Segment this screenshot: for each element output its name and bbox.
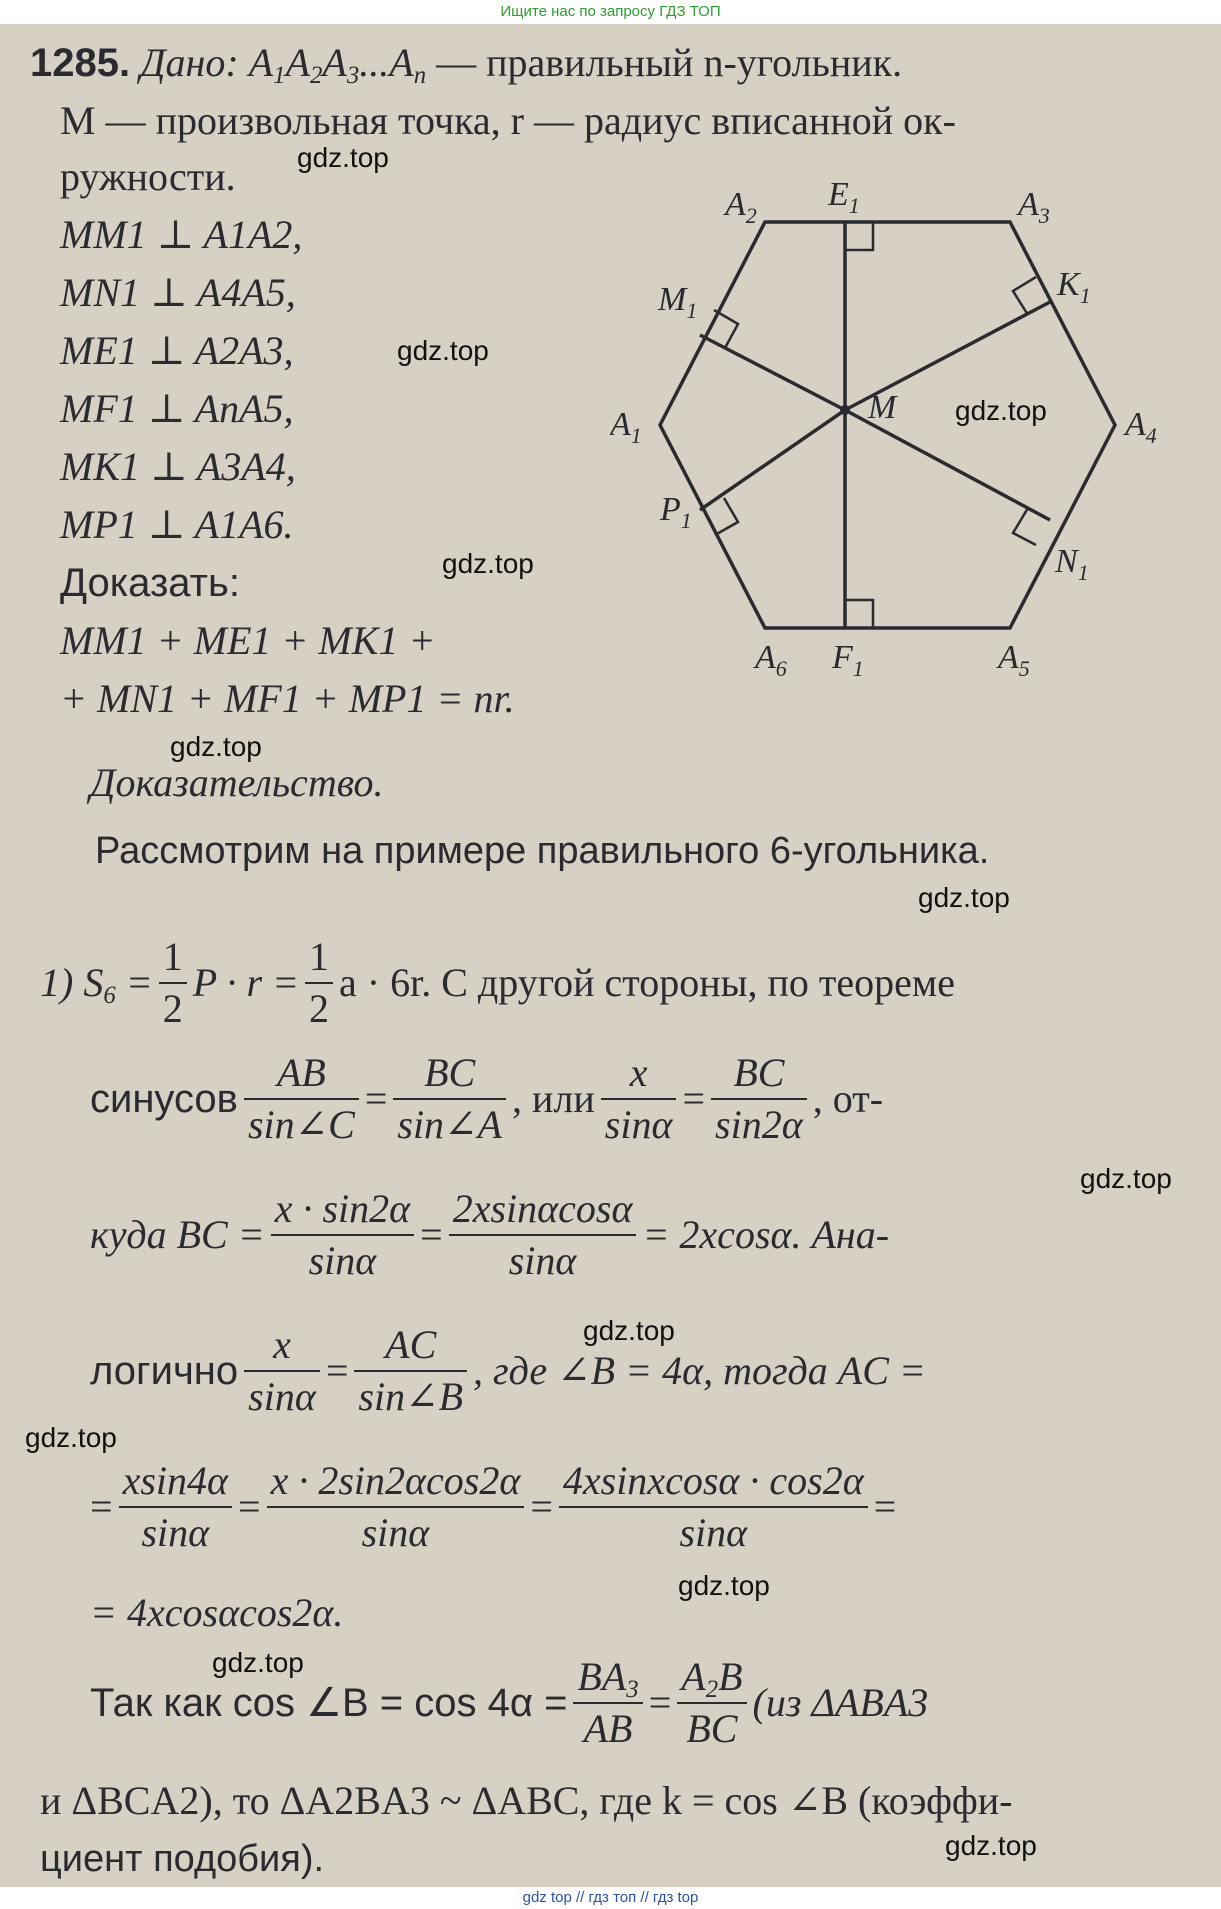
perp-item: MK1 ⊥ A3A4, bbox=[60, 444, 296, 489]
kuda: куда BC = bbox=[90, 1212, 265, 1257]
frac-x-sinalpha: $\frac{x}{\sin\alpha}$ bbox=[601, 1048, 677, 1150]
tak-kak: Так как cos ∠B = cos 4α = bbox=[90, 1681, 568, 1725]
given-text: — правильный n-угольник. bbox=[436, 40, 903, 85]
watermark: gdz.top bbox=[1080, 1163, 1172, 1194]
vertex-label-a2: $A_2$ bbox=[725, 186, 757, 228]
frac-bc-sin2a: $\frac{BC}{\sin 2\alpha}$ bbox=[711, 1048, 807, 1150]
frac-ba3-ab: $\frac{BA_3}{AB}$ bbox=[573, 1652, 642, 1754]
polygon-name: $A_1A_2A_3...A_n$ bbox=[248, 40, 427, 89]
equals: = bbox=[530, 1484, 553, 1529]
perp-item: MM1 ⊥ A1A2, bbox=[60, 212, 303, 257]
equals: = bbox=[648, 1680, 672, 1725]
foot-label-m1: $M_1$ bbox=[658, 281, 698, 323]
given-line-3: ружности. bbox=[60, 154, 236, 199]
frac-xsin2a: $\frac{x \cdot \sin 2\alpha}{\sin\alpha}$ bbox=[271, 1184, 414, 1286]
watermark: gdz.top bbox=[678, 1570, 770, 1601]
ac-expansion-line bbox=[90, 1452, 896, 1562]
perp-segment bbox=[700, 335, 845, 410]
kuda-end: = 2xcosα. Ана- bbox=[642, 1212, 890, 1257]
frac-ab-sinc: $\frac{AB}{\sin\angle C}$ bbox=[244, 1048, 359, 1150]
ot: , от- bbox=[812, 1076, 884, 1121]
bc-derivation-line bbox=[90, 1180, 889, 1290]
watermark: gdz.top bbox=[945, 1830, 1037, 1861]
frac-xsin4a: $\frac{xsin4\alpha}{\sin\alpha}$ bbox=[119, 1456, 232, 1558]
proof-step-1 bbox=[40, 928, 955, 1038]
frac-x2sin: $\frac{x \cdot 2\sin 2\alpha\cos 2\alpha}{\sin\alpha}$ bbox=[267, 1456, 525, 1558]
vertex-label-a3: $A_3$ bbox=[1018, 186, 1050, 228]
equals: = bbox=[238, 1484, 261, 1529]
area-formula: 1) $S_6$ = bbox=[40, 960, 153, 1009]
foot-label-k1: $K_1$ bbox=[1057, 266, 1091, 308]
step1-mid: P · r = bbox=[192, 960, 300, 1005]
foot-label-n1: $N_1$ bbox=[1055, 543, 1089, 585]
ili: , или bbox=[512, 1076, 595, 1121]
watermark: gdz.top bbox=[297, 142, 389, 173]
step1-end: a · 6r. С другой стороны, по теореме bbox=[339, 960, 955, 1005]
proof-heading: Доказательство. bbox=[90, 760, 384, 805]
problem-number: 1285. bbox=[30, 41, 131, 85]
given-line-2: M — произвольная точка, r — радиус вписанной ок- bbox=[60, 98, 956, 143]
logichno: логично bbox=[90, 1349, 239, 1393]
perp-item: MF1 ⊥ AnA5, bbox=[60, 386, 294, 431]
foot-label-e1: $E_1$ bbox=[828, 180, 860, 218]
foot-label-f1: $F_1$ bbox=[832, 639, 864, 680]
foot-label-p1: $P_1$ bbox=[660, 491, 692, 533]
vertex-label-a4: $A_4$ bbox=[1125, 406, 1157, 448]
frac-2xsin: $\frac{2xsin\alpha\cos\alpha}{\sin\alpha}$ bbox=[449, 1184, 637, 1286]
prove-line-1: MM1 + ME1 + MK1 + bbox=[60, 618, 436, 663]
gde: , где ∠B = 4α, тогда AC = bbox=[473, 1348, 926, 1393]
equals: = bbox=[420, 1212, 443, 1257]
ac-derivation-line bbox=[90, 1316, 926, 1426]
perp-segment bbox=[700, 410, 845, 510]
proof-intro: Рассмотрим на примере правильного 6-угольника. bbox=[95, 830, 990, 872]
frac-4xsin: $\frac{\text{4xsinxcosα · cos2α}}{\sin\alpha}$ bbox=[559, 1456, 868, 1558]
half-fraction: $\frac{1}{2}$ bbox=[159, 932, 187, 1034]
frac-bc-sina: $\frac{BC}{\sin\angle A}$ bbox=[393, 1048, 506, 1150]
half-fraction: $\frac{1}{2}$ bbox=[305, 932, 333, 1034]
perp-item: ME1 ⊥ A2A3, bbox=[60, 328, 294, 373]
problem-header bbox=[30, 40, 903, 89]
prove-label: Доказать: bbox=[60, 561, 240, 605]
last-line: циент подобия). bbox=[40, 1838, 325, 1880]
watermark: gdz.top bbox=[212, 1647, 304, 1678]
watermark: gdz.top bbox=[918, 882, 1010, 913]
sinus-word: синусов bbox=[90, 1077, 238, 1121]
watermark: gdz.top bbox=[583, 1315, 675, 1346]
sine-theorem-line bbox=[90, 1044, 883, 1154]
equals: = bbox=[682, 1076, 706, 1121]
center-label: M bbox=[868, 389, 897, 426]
iz: (из ΔABA3 bbox=[752, 1680, 929, 1725]
frac-a2b-bc: $\frac{A_2B}{BC}$ bbox=[677, 1652, 746, 1754]
perp-item: MP1 ⊥ A1A6. bbox=[60, 502, 294, 547]
frac-x-sinalpha: $\frac{x}{\sin\alpha}$ bbox=[244, 1320, 320, 1422]
center-point bbox=[840, 405, 850, 415]
watermark: gdz.top bbox=[170, 731, 262, 762]
hexagon-diagram bbox=[610, 180, 1190, 680]
given-label: Дано: bbox=[140, 40, 239, 85]
vertex-label-a6: $A_6$ bbox=[755, 639, 787, 680]
equals: = bbox=[873, 1484, 897, 1529]
vertex-label-a5: $A_5$ bbox=[998, 639, 1030, 680]
vertex-label-a1: $A_1$ bbox=[610, 406, 642, 448]
prove-line-2: + MN1 + MF1 + MP1 = nr. bbox=[60, 676, 515, 721]
ac-result: = 4xcosαcos2α. bbox=[90, 1590, 344, 1635]
bottom-banner[interactable]: gdz top // гдз топ // гдз top bbox=[0, 1887, 1221, 1909]
frac-ac-sinb: $\frac{AC}{\sin\angle B}$ bbox=[354, 1320, 467, 1422]
watermark: gdz.top bbox=[955, 395, 1047, 426]
perp-item: MN1 ⊥ A4A5, bbox=[60, 270, 296, 315]
watermark: gdz.top bbox=[442, 548, 534, 579]
equals: = bbox=[90, 1484, 113, 1529]
watermark: gdz.top bbox=[25, 1422, 117, 1453]
top-banner[interactable]: Ищите нас по запросу ГДЗ ТОП bbox=[0, 0, 1221, 24]
equals: = bbox=[364, 1076, 388, 1121]
similarity-line: и ΔBCA2), то ΔA2BA3 ~ ΔABC, где k = cos ∠B (коэффи- bbox=[40, 1778, 1013, 1823]
watermark: gdz.top bbox=[397, 335, 489, 366]
equals: = bbox=[325, 1348, 349, 1393]
